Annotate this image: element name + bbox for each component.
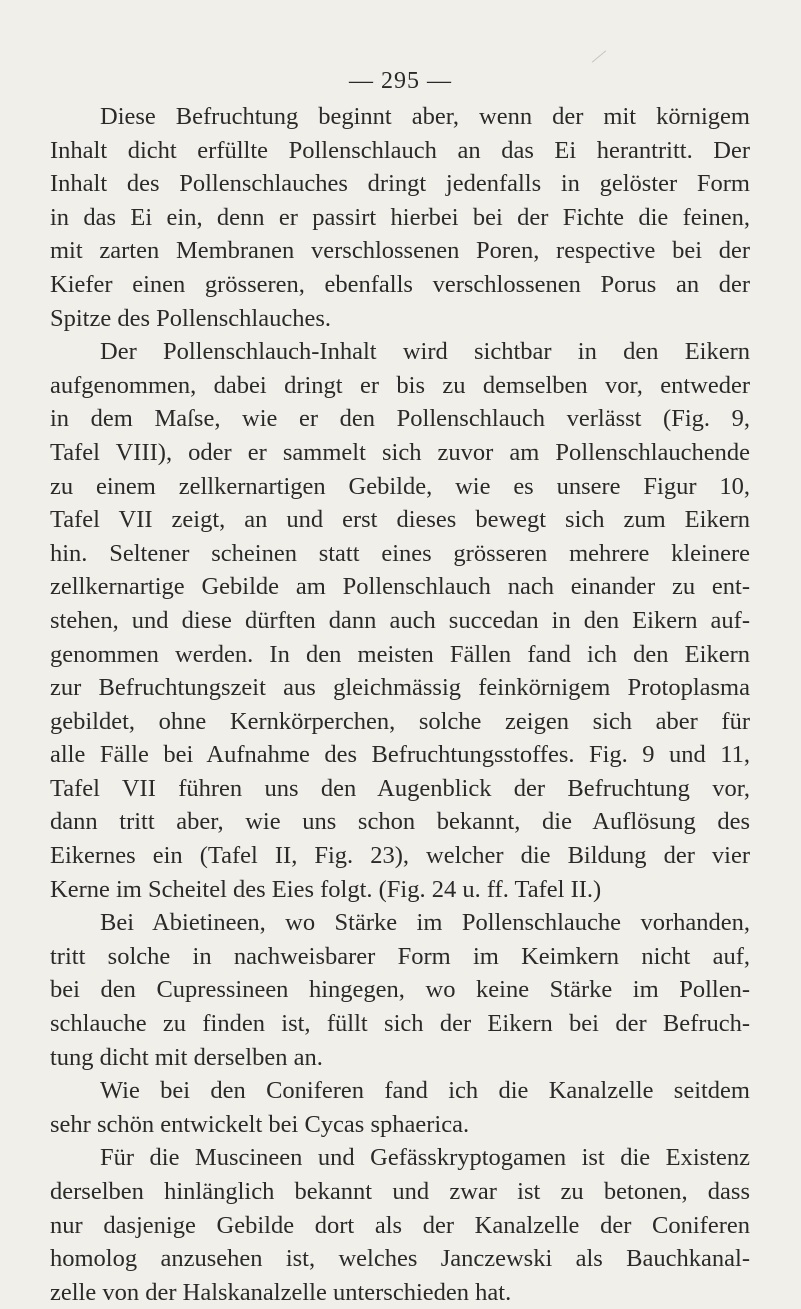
- text-line: in dem Maſse, wie er den Pollenschlauch verlässt (Fig. 9,: [50, 405, 750, 433]
- text-line: mit zarten Membranen verschlossenen Poren, respective bei der: [50, 237, 750, 265]
- text-line: sehr schön entwickelt bei Cycas sphaerica.: [50, 1110, 470, 1138]
- text-line: alle Fälle bei Aufnahme des Befruchtungsstoffes. Fig. 9 und 11,: [50, 741, 750, 769]
- text-line: Tafel VII zeigt, an und erst dieses bewegt sich zum Eikern: [50, 506, 750, 534]
- text-line: Tafel VIII), oder er sammelt sich zuvor am Pollenschlauchende: [50, 438, 750, 466]
- text-line: Bei Abietineen, wo Stärke im Pollenschlauche vorhanden,: [100, 909, 750, 937]
- text-line: Wie bei den Coniferen fand ich die Kanalzelle seitdem: [100, 1077, 750, 1105]
- body-text: [50, 100, 750, 1309]
- text-line: tung dicht mit derselben an.: [50, 1043, 323, 1071]
- text-line: nur dasjenige Gebilde dort als der Kanalzelle der Coniferen: [50, 1211, 750, 1239]
- text-line: genommen werden. In den meisten Fällen fand ich den Eikern: [50, 640, 750, 668]
- text-line: gebildet, ohne Kernkörperchen, solche zeigen sich aber für: [50, 707, 750, 735]
- text-line: zelle von der Halskanalzelle unterschieden hat.: [50, 1278, 512, 1306]
- text-line: Inhalt des Pollenschlauches dringt jedenfalls in gelöster Form: [50, 170, 750, 198]
- text-line: bei den Cupressineen hingegen, wo keine Stärke im Pollen-: [50, 976, 750, 1004]
- text-line: Diese Befruchtung beginnt aber, wenn der mit körnigem: [100, 103, 750, 130]
- text-line: hin. Seltener scheinen statt eines grösseren mehrere kleinere: [50, 539, 750, 567]
- page-number: — 295 —: [349, 68, 452, 94]
- text-line: Für die Muscineen und Gefässkryptogamen ist die Existenz: [100, 1144, 750, 1172]
- text-line: homolog anzusehen ist, welches Janczewski als Bauchkanal-: [50, 1245, 750, 1273]
- text-line: zur Befruchtungszeit aus gleichmässig feinkörnigem Protoplasma: [50, 674, 750, 702]
- text-line: in das Ei ein, denn er passirt hierbei bei der Fichte die feinen,: [50, 203, 750, 231]
- text-line: Spitze des Pollenschlauches.: [50, 304, 332, 332]
- text-line: aufgenommen, dabei dringt er bis zu demselben vor, entweder: [50, 371, 750, 399]
- pencil-mark: [592, 50, 606, 62]
- text-line: dann tritt aber, wie uns schon bekannt, die Auflösung des: [50, 808, 750, 836]
- text-line: stehen, und diese dürften dann auch succedan in den Eikern auf-: [50, 606, 750, 634]
- text-line: zu einem zellkernartigen Gebilde, wie es unsere Figur 10,: [50, 472, 750, 500]
- text-line: Inhalt dicht erfüllte Pollenschlauch an das Ei herantritt. Der: [50, 136, 750, 164]
- text-line: Eikernes ein (Tafel II, Fig. 23), welcher die Bildung der vier: [50, 842, 750, 870]
- text-line: Kiefer einen grösseren, ebenfalls verschlossenen Porus an der: [50, 270, 750, 298]
- text-line: derselben hinlänglich bekannt und zwar ist zu betonen, dass: [50, 1178, 750, 1205]
- text-line: zellkernartige Gebilde am Pollenschlauch nach einander zu ent-: [50, 573, 750, 601]
- text-line: tritt solche in nachweisbarer Form im Keimkern nicht auf,: [50, 942, 750, 970]
- text-line: Kerne im Scheitel des Eies folgt. (Fig. 24 u. ff. Tafel II.): [50, 875, 602, 903]
- text-line: schlauche zu finden ist, füllt sich der Eikern bei der Befruch-: [50, 1010, 750, 1038]
- text-line: Der Pollenschlauch-Inhalt wird sichtbar in den Eikern: [100, 338, 750, 366]
- text-line: Tafel VII führen uns den Augenblick der Befruchtung vor,: [50, 774, 750, 802]
